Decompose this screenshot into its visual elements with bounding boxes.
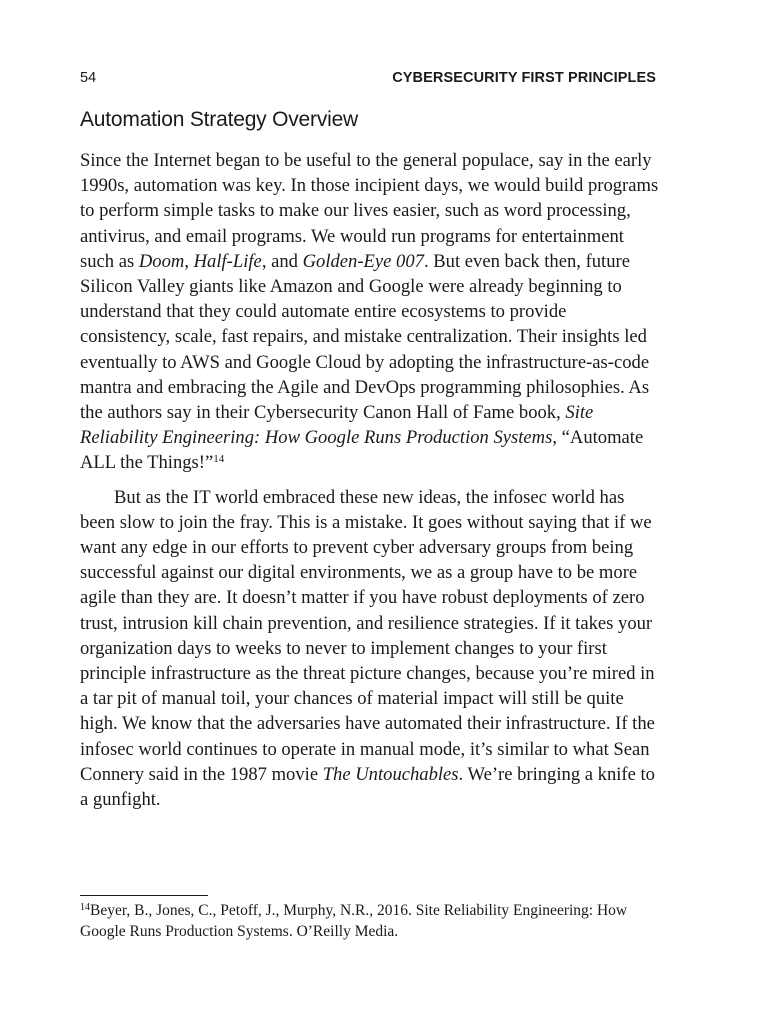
paragraph-1-text: , and xyxy=(261,250,303,272)
paragraph-2-text: . We’re bringing a knife to a gunfight. xyxy=(80,763,655,811)
paragraph-2-text: But as the IT world embraced these new ideas, the infosec world has been slow to join the fray. This is a mistake. It goes without saying that if we want any edge in our efforts to prevent cyber adversary groups from being successful against our digital environments, we as a group have to be more agile than they are. It doesn’t matter if you have robust deployments of zero trust, intrusion kill chain prevention, and resilience strategies. If it takes your organization days to weeks to never to implement changes to your first principle infrastructure as the threat picture changes, because you’re mired in a tar pit of manual toil, your chances of material impact will still be quite high. We know that the adversaries have automated their infrastructure. If the infosec world continues to operate in manual mode, it’s similar to what Sean Connery said in the 1987 movie xyxy=(80,486,655,785)
movie-title: The Untouchables xyxy=(322,763,459,785)
footnote-number: 14 xyxy=(80,902,90,913)
page-number: 54 xyxy=(80,70,97,86)
game-title-golden-eye: Golden-Eye 007 xyxy=(302,250,424,272)
paragraph-1-text: , xyxy=(184,250,194,272)
paragraph-1-text: , “Automate ALL the Things!” xyxy=(80,427,644,474)
running-title: CYBERSECURITY FIRST PRINCIPLES xyxy=(392,70,656,86)
running-header xyxy=(80,68,656,88)
footnote-divider xyxy=(80,895,208,896)
paragraph-1-text: . But even back then, future Silicon Valley giants like Amazon and Google were already beginning to understand that they could automate entire ecosystems to provide consistency, scale, fast repairs, and mistake centralization. Their insights led eventually to AWS and Google Cloud by adopting the infrastructure-as-code mantra and embracing the Agile and DevOps programming philosophies. As the authors say in their Cybersecurity Canon Hall of Fame book, xyxy=(80,250,650,424)
book-title: Site Reliability Engineering: How Google Runs Production Systems xyxy=(80,402,594,449)
game-title-doom: Doom xyxy=(138,250,185,272)
body-text xyxy=(80,148,660,812)
footnote xyxy=(80,900,670,942)
paragraph-2 xyxy=(80,485,660,813)
paragraph-1-text: Since the Internet began to be useful to the general populace, say in the early 1990s, automation was key. In those incipient days, we would build programs to perform simple tasks to make our lives easier, such as word processing, antivirus, and email programs. We would run programs for entertainment such as xyxy=(80,150,659,272)
game-title-half-life: Half-Life xyxy=(193,250,262,272)
paragraph-1 xyxy=(80,148,660,476)
footnote-reference[interactable]: 14 xyxy=(213,453,225,466)
footnote-text: Beyer, B., Jones, C., Petoff, J., Murphy, N.R., 2016. Site Reliability Engineering: How Google Runs Production Systems. O’Reilly Media. xyxy=(80,902,628,940)
section-heading: Automation Strategy Overview xyxy=(80,108,359,131)
